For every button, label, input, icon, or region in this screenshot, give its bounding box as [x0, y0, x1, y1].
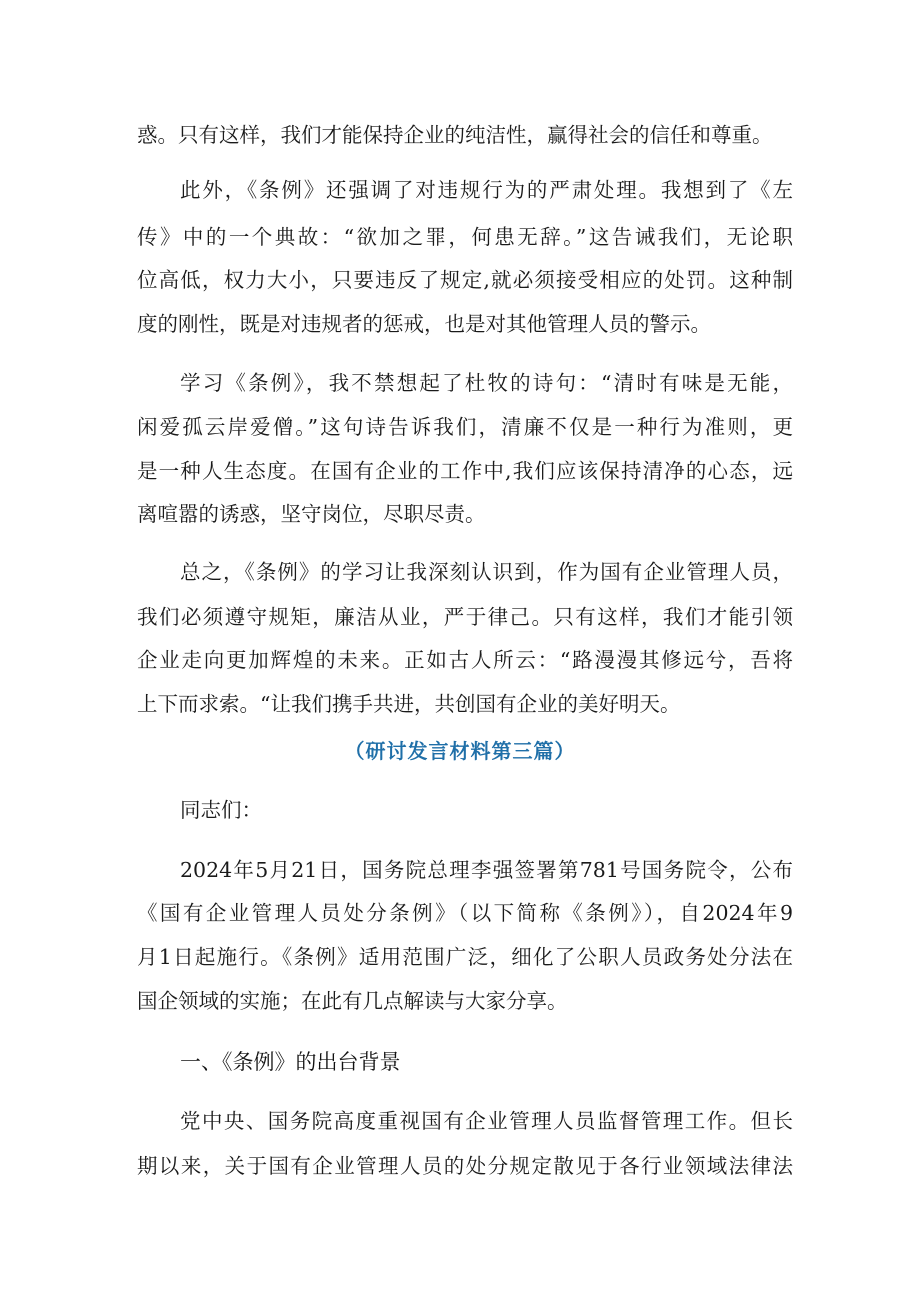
paragraph-line: 惑。只有这样，我们才能保持企业的纯洁性，赢得社会的信任和尊重。 — [137, 123, 773, 147]
paragraph-line: 总之，《条例》的学习让我深刻认识到，作为国有企业管理人员， — [180, 560, 793, 584]
paragraph-line: 位高低，权力大小，只要违反了规定,就必须接受相应的处罚。这种制 — [137, 268, 793, 292]
intro-line: 月1日起施行。《条例》适用范围广泛，细化了公职人员政务处分法在 — [137, 945, 793, 969]
greeting: 同志们： — [180, 798, 262, 822]
paragraph-line: 此外，《条例》还强调了对违规行为的严肃处理。我想到了《左 — [180, 178, 793, 202]
paragraph-line: 我们必须遵守规矩，廉洁从业，严于律己。只有这样，我们才能引领 — [137, 605, 793, 629]
background-line: 期以来，关于国有企业管理人员的处分规定散见于各行业领域法律法 — [137, 1154, 793, 1178]
heading-background: 一、《条例》的出台背景 — [180, 1050, 401, 1074]
intro-line: 《国有企业管理人员处分条例》（以下简称《条例》），自2024年9 — [137, 901, 793, 925]
paragraph-line: 是一种人生态度。在国有企业的工作中,我们应该保持清净的心态，远 — [137, 459, 793, 483]
background-line: 党中央、国务院高度重视国有企业管理人员监督管理工作。但长 — [180, 1109, 793, 1133]
paragraph-line: 传》中的一个典故：“欲加之罪，何患无辞。”这告诫我们，无论职 — [137, 225, 793, 249]
paragraph-line: 企业走向更加辉煌的未来。正如古人所云：“路漫漫其修远兮，吾将 — [137, 648, 793, 672]
intro-line: 2024年5月21日，国务院总理李强签署第781号国务院令，公布 — [180, 858, 793, 882]
paragraph-line: 离喧嚣的诱惑，坚守岗位，尽职尽责。 — [137, 502, 486, 526]
paragraph-line: 闲爱孤云岸爱僧。”这句诗告诉我们，清廉不仅是一种行为准则，更 — [137, 415, 793, 439]
paragraph-line: 学习《条例》，我不禁想起了杜牧的诗句：“清时有味是无能， — [180, 371, 793, 395]
section-title: （研讨发言材料第三篇） — [344, 739, 576, 763]
paragraph-line: 上下而求索。“让我们携手共进，共创国有企业的美好明天。 — [137, 692, 681, 716]
intro-line: 国企领域的实施；在此有几点解读与大家分享。 — [137, 989, 568, 1013]
paragraph-line: 度的刚性，既是对违规者的惩戒，也是对其他管理人员的警示。 — [137, 312, 711, 336]
